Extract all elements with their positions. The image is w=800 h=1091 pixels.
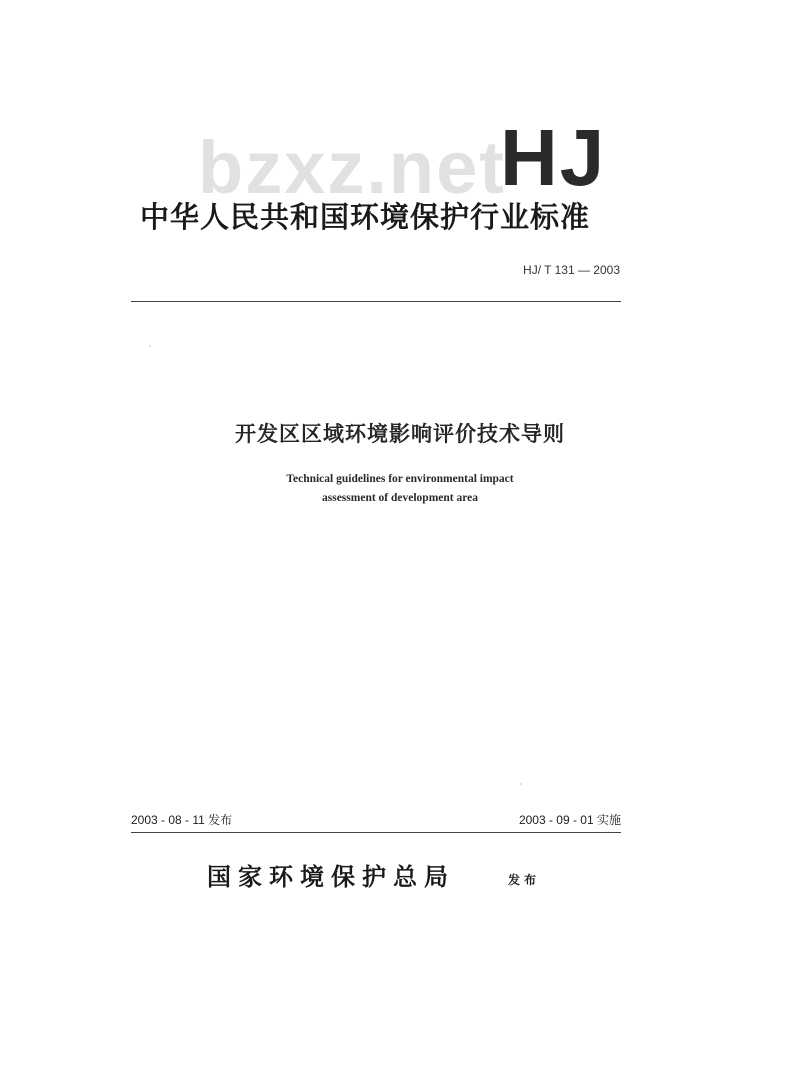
top-divider <box>131 301 621 302</box>
document-title-chinese: 开发区区域环境影响评价技术导则 <box>235 422 565 446</box>
release-date: 2003 - 08 - 11 发布 <box>131 813 233 827</box>
document-title-english-line2: assessment of development area <box>322 492 478 504</box>
document-title-english-line1: Technical guidelines for environmental impact <box>286 473 514 485</box>
bottom-divider <box>131 832 621 833</box>
standard-number: HJ/ T 131 — 2003 <box>523 263 620 277</box>
document-title-english <box>150 470 650 508</box>
standard-category-title: 中华人民共和国环境保护行业标准 <box>140 200 591 234</box>
issuing-authority: 国家环境保护总局 <box>207 862 455 891</box>
hj-logo: HJ <box>500 113 607 202</box>
effective-date: 2003 - 09 - 01 实施 <box>518 813 621 827</box>
issued-label: 发布 <box>508 873 541 887</box>
watermark-text: bzxz.net <box>198 126 506 209</box>
scan-speck <box>520 783 522 785</box>
scan-speck <box>149 345 151 347</box>
